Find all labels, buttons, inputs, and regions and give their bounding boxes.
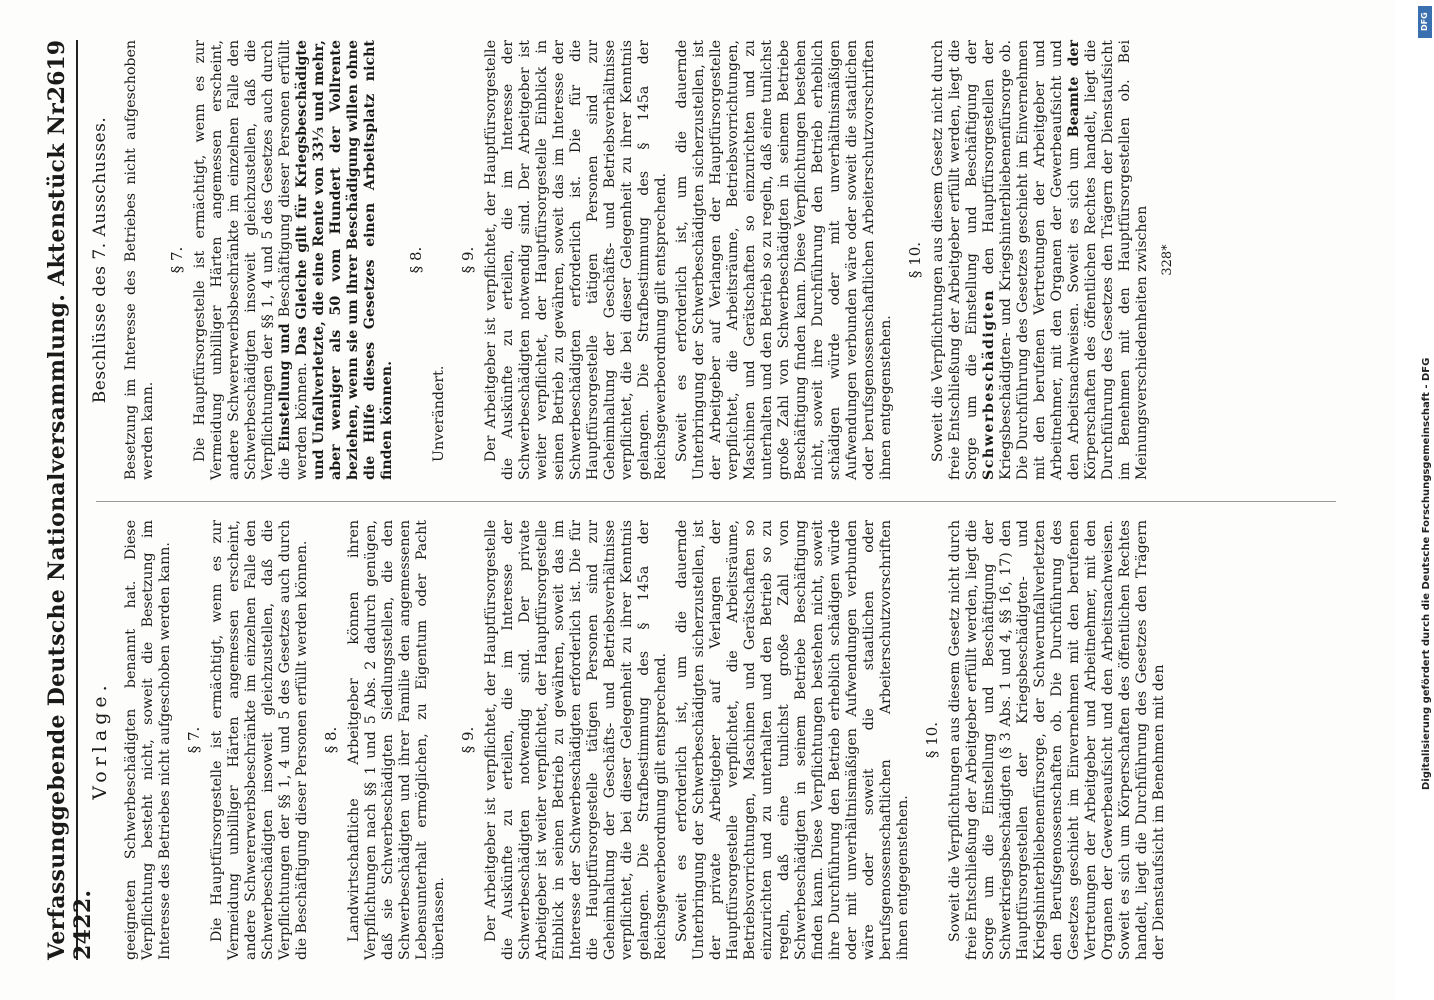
section-8-title: § 8. xyxy=(407,246,425,274)
column-heading-beschluesse: Beschlüsse des 7. Ausschusses. xyxy=(90,116,110,404)
dfg-logo: DFG xyxy=(1418,6,1432,38)
signature-mark: 328* xyxy=(1160,244,1175,276)
header-title: Verfassunggebende Deutsche Nationalversammlung. Aktenstück Nr. 2422. xyxy=(44,97,96,960)
section-8-text: Landwirtschaftliche Arbeitgeber können ihren Verpflichtungen nach §§ 1 und 5 Abs. 2 dadurch genügen, daß sie Schwerbeschädigten Siedlungsstellen, die den Schwerbeschädigten und ihrer Familie den angemessenen Lebensunterhalt ermöglichen, zu Eigentum oder Pacht überlassen. xyxy=(346,520,447,960)
section-9-text-1: Der Arbeitgeber ist verpflichtet, der Hauptfürsorgestelle die Auskünfte zu erteilen, die im Interesse der Schwerbeschädigten notwendig sind. Der Arbeitgeber ist weiter verpflichtet, der Hauptfürsorgestelle Einblick in seinen Betrieb zu gewähren, soweit das im Interesse der Schwerbeschädigten erforderlich ist. Die für die Hauptfürsorgestelle tätigen Personen sind zur Geheimhaltung der Geschäfts- und Betriebsverhältnisse verpflichtet, die bei dieser Gelegenheit zu ihrer Kenntnis gelangen. Die Strafbestimmung des § 145a der Reichsgewerbeordnung gilt entsprechend. xyxy=(483,40,669,480)
section-10-text-c: Körperschaften des öffentlichen Rechtes handelt, liegt die Durchführung des Gesetzes den Trägern der Dienstaufsicht im Benehmen mit den Hauptfürsorgestellen ob. Bei Meinungsverschiedenheiten zwischen xyxy=(1083,40,1150,480)
section-9-text-2: Soweit es erforderlich ist, um die dauernde Unterbringung der Schwerbeschädigten sicherzustellen, ist der private Arbeitgeber auf Verlangen der Hauptfürsorgestelle verpflichtet, die Arbeitsräume, Betriebsvorrichtungen, Maschinen und Gerätschaften so einzurichten und zu unterhalten und den Betrieb so zu regeln, daß eine tunlichst große Zahl von Schwerbeschädigten in seinem Betriebe Beschäftigung finden kann. Diese Verpflichtungen bestehen nicht, soweit ihre Durchführung den Betrieb erheblich schädigen würde oder mit unverhältnismäßigen Aufwendungen verbunden wäre oder soweit die staatlichen oder berufsgenossenschaftlichen Arbeiterschutzvorschriften ihnen entgegenstehen. xyxy=(674,520,911,960)
section-10-bold-2: Beamte der xyxy=(1066,39,1082,138)
section-10-text-a: Soweit die Verpflichtungen aus diesem Gesetz nicht durch freie Entschließung der Arbeitgeber erfüllt werden, liegt die Sorge um die Einstellung und Beschäftigung der xyxy=(930,40,980,480)
column-beschluesse xyxy=(90,40,1176,480)
section-8-text: Unverändert. xyxy=(431,365,447,462)
section-9-title: § 9. xyxy=(459,726,477,754)
digitization-note: Digitalisierung gefördert durch die Deutsche Forschungsgemeinschaft - DFG xyxy=(1421,357,1432,790)
section-7-bold-insert: Einstellung und xyxy=(277,323,293,452)
section-7-text-a: Die Hauptfürsorgestelle ist ermächtigt, wenn es zur Vermeidung unbilliger Härten angemessen erscheint, andere Schwererwerbsbeschränkte im einzelnen Falle den Schwerbeschädigten insoweit gleichzustellen, daß die Verpflichtungen der §§ 1, 4 und 5 des Gesetzes auch durch die xyxy=(192,40,293,480)
column-vorlage xyxy=(90,520,1172,960)
section-10-text-b: den Hauptfürsorgestellen der Kriegsbeschädigten- und Kriegshinterbliebenenfürsorge ob. Die Durchführung des Gesetzes geschieht im Einvernehmen mit den berufenen Vertretungen der Arbeitgeber und Arbeitnehmer, mit den Organen der Gewerbeaufsicht und den Arbeitsnachweisen. Soweit es sich um xyxy=(981,40,1082,480)
section-9-title: § 9. xyxy=(459,246,477,274)
section-10-title: § 10. xyxy=(906,241,924,279)
page-number: 2619 xyxy=(44,40,70,102)
intro-paragraph: geeigneten Schwerbeschädigten benannt hat. Diese Verpflichtung besteht nicht, soweit die Besetzung im Interesse des Betriebes nicht aufgeschoben werden kann. xyxy=(123,520,173,960)
intro-paragraph: Besetzung im Interesse des Betriebes nicht aufgeschoben werden kann. xyxy=(123,40,156,480)
section-8-title: § 8. xyxy=(322,726,340,754)
page-header xyxy=(42,40,96,960)
section-9-text-1: Der Arbeitgeber ist verpflichtet, der Hauptfürsorgestelle die Auskünfte zu erteilen, die im Interesse der Schwerbeschädigten notwendig sind. Der private Arbeitgeber ist weiter verpflichtet, der Hauptfürsorgestelle Einblick in seinen Betrieb zu gewähren, soweit das im Interesse der Schwerbeschädigten erforderlich ist. Die für die Hauptfürsorgestelle tätigen Personen sind zur Geheimhaltung der Geschäfts- und Betriebsverhältnisse verpflichtet, die bei dieser Gelegenheit zu ihrer Kenntnis gelangen. Die Strafbestimmung des § 145a der Reichsgewerbeordnung gilt entsprechend. xyxy=(483,520,669,960)
column-heading-vorlage: Vorlage. xyxy=(89,680,111,800)
section-10-bold-1: Schwerbeschädigten xyxy=(981,288,997,480)
section-10-text xyxy=(930,40,1151,480)
section-10-text: Soweit die Verpflichtungen aus diesem Gesetz nicht durch freie Entschließung der Arbeitgeber erfüllt werden, liegt die Sorge um die Einstellung und Beschäftigung der Schwerkriegsbeschädigten (§ 3 Abs. 1 und 4, §§ 16, 17) den Hauptfürsorgestellen der Kriegsbeschädigten- und Kriegshinterbliebenenfürsorge, der Schwerunfallverletzten den Berufsgenossenschaften ob. Die Durchführung des Gesetzes geschieht im Einvernehmen mit den berufenen Vertretungen der Arbeitgeber und Arbeitnehmer, mit den Organen der Gewerbeaufsicht und den Arbeitsnachweisen. Soweit es sich um Körperschaften des öffentlichen Rechtes handelt, liegt die Durchführung des Gesetzes den Trägern der Dienstaufsicht im Benehmen mit den xyxy=(947,520,1167,960)
section-7-text-b: Beschäftigung dieser Personen erfüllt werden können. xyxy=(277,39,310,480)
section-9-text-2: Soweit es erforderlich ist, um die dauernde Unterbringung der Schwerbeschädigten sicherzustellen, ist der Arbeitgeber auf Verlangen der Hauptfürsorgestelle verpflichtet, die Arbeitsräume, Betriebsvorrichtungen, Maschinen und Gerätschaften so einzurichten und zu unterhalten und den Betrieb so zu regeln, daß eine tunlichst große Zahl von Schwerbeschädigten in seinem Betriebe Beschäftigung finden kann. Diese Verpflichtungen bestehen nicht, soweit ihre Durchführung den Betrieb erheblich schädigen würde oder mit unverhältnismäßigen Aufwendungen verbunden wäre oder soweit die staatlichen oder berufsgenossenschaftlichen Arbeiterschutzvorschriften ihnen entgegenstehen. xyxy=(674,40,894,480)
section-7-bold-addition: Das Gleiche gilt für Kriegsbeschädigte und Unfallverletzte, die eine Rente von 33⅓ und mehr, aber weniger als 50 vom Hundert der Vollrente beziehen, wenn sie um ihrer Beschädigung willen ohne die Hilfe dieses Gesetzes einen Arbeitsplatz nicht finden können. xyxy=(294,39,395,480)
section-7-text: Die Hauptfürsorgestelle ist ermächtigt, wenn es zur Vermeidung unbilliger Härten angemessen erscheint, andere Schwererwerbsbeschränkte im einzelnen Falle den Schwerbeschädigten insoweit gleichzustellen, daß die Verpflichtungen der §§ 1, 4 und 5 des Gesetzes auch durch die Beschäftigung dieser Personen erfüllt werden können. xyxy=(209,520,310,960)
section-7-text xyxy=(192,40,396,480)
column-divider xyxy=(96,501,1336,502)
section-10-title: § 10. xyxy=(923,721,941,759)
section-7-title: § 7. xyxy=(168,246,186,274)
section-7-title: § 7. xyxy=(185,726,203,754)
